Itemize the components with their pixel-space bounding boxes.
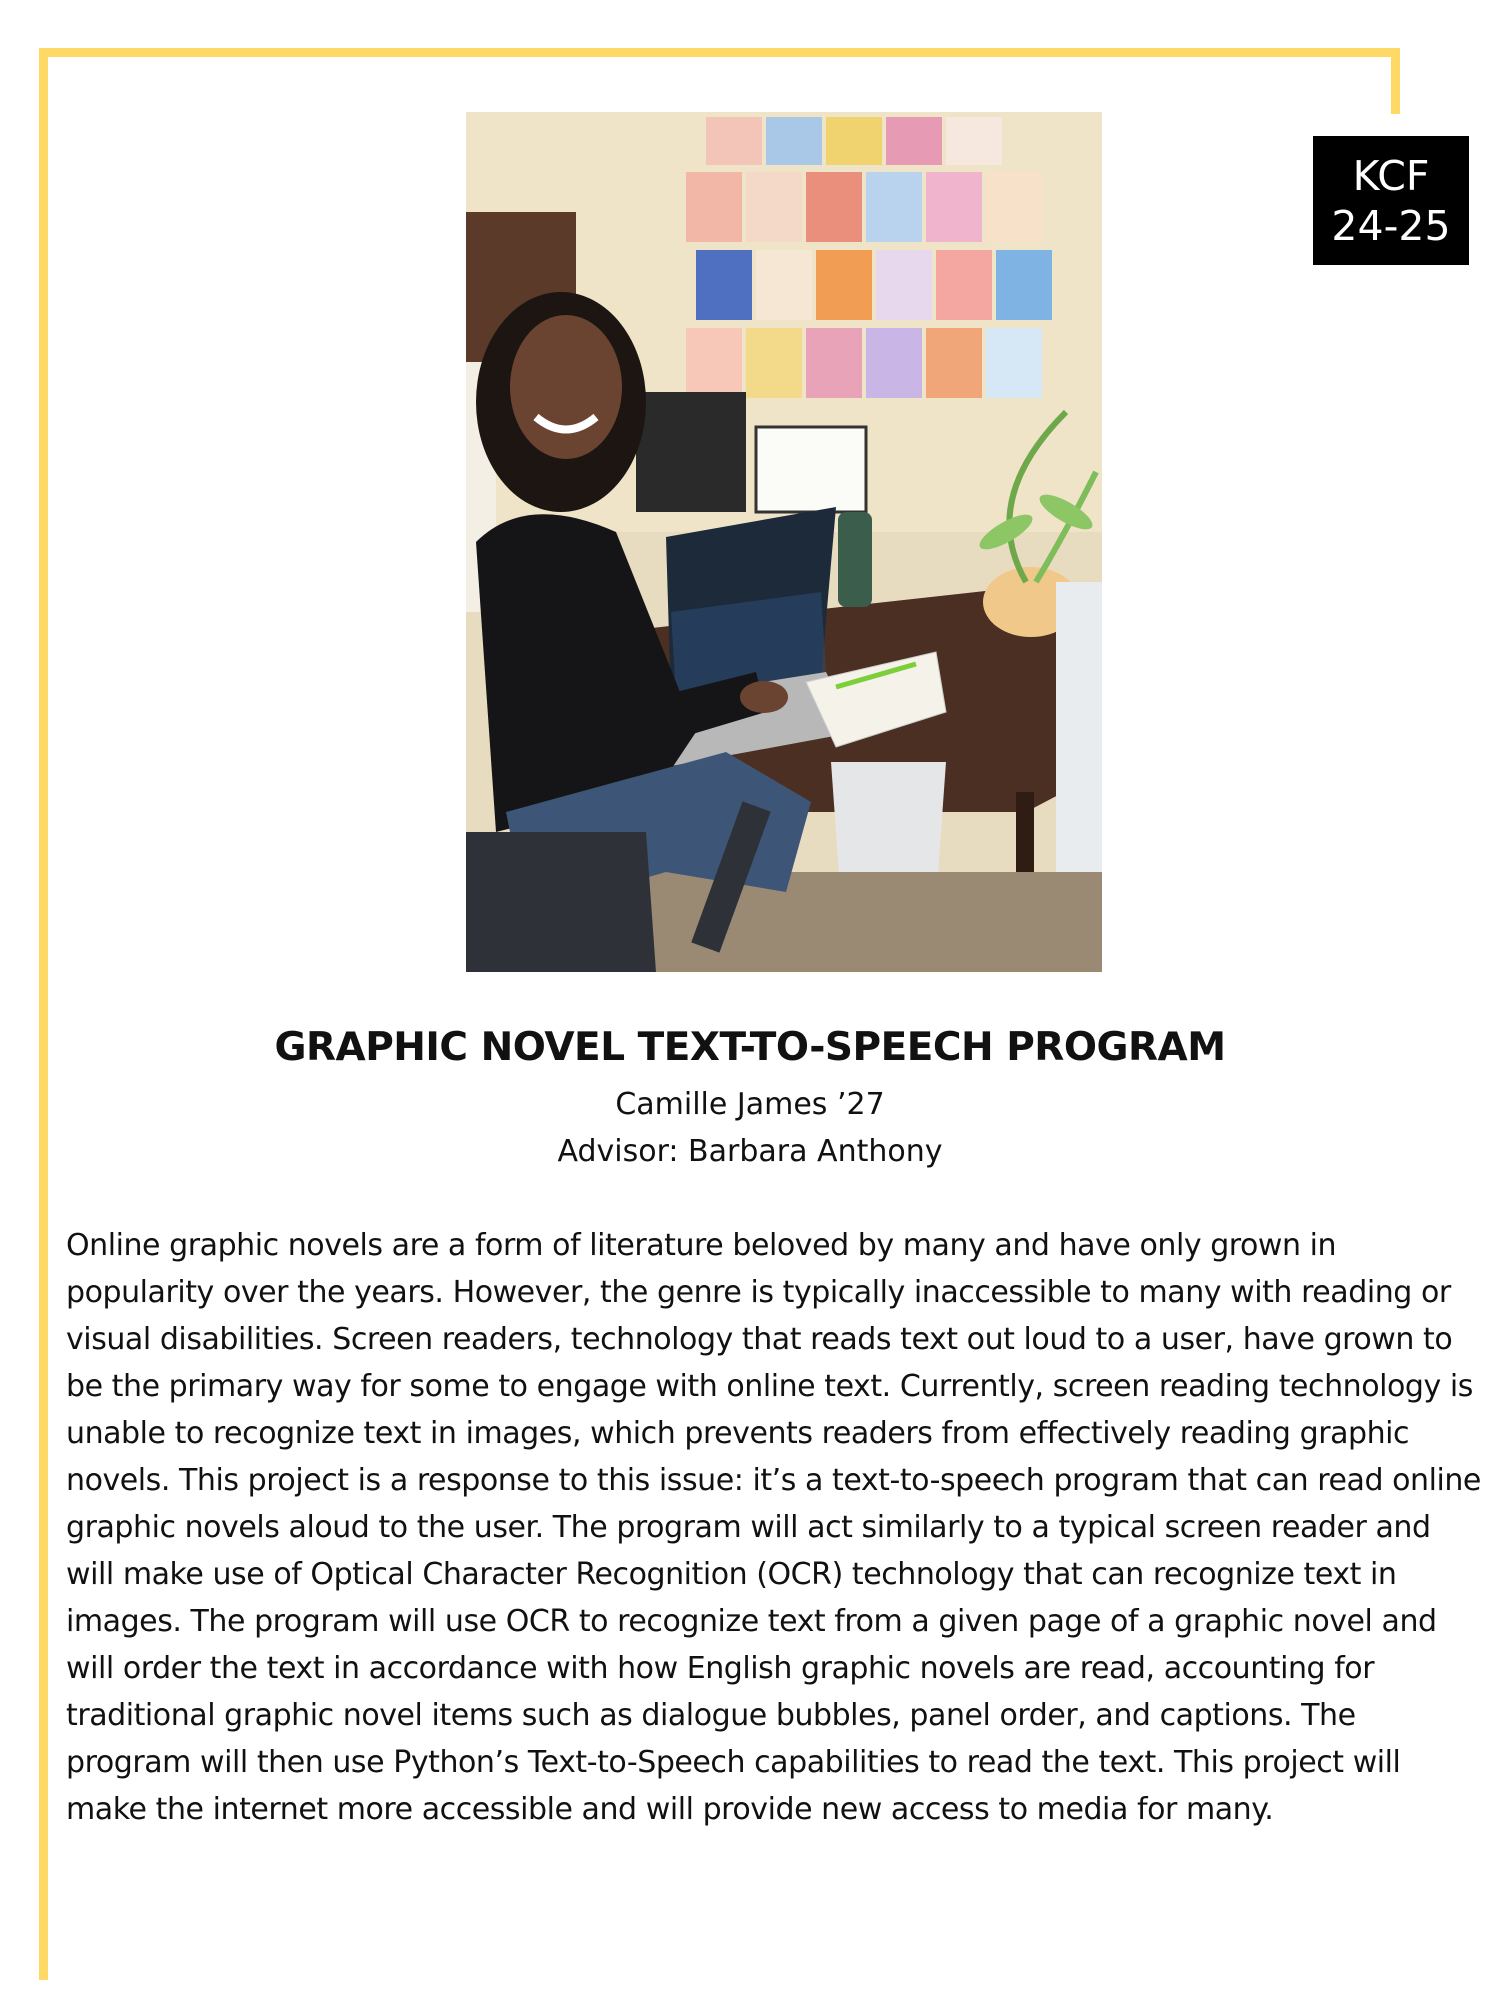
badge-line-2: 24-25 (1331, 201, 1451, 250)
abstract-paragraph: Online graphic novels are a form of literature beloved by many and have only grown in popularity over the years. However, the genre is typically inaccessible to many with reading or visual disabilities. Screen readers, technology that reads text out loud to a user, have grown to be the primary way for some to engage with online text. Currently, screen reading technology is unable to recognize text in images, which prevents readers from effectively reading graphic novels. This project is a response to this issue: it’s a text-to-speech program that can read online graphic novels aloud to the user. The program will act similarly to a typical screen reader and will make use of Optical Character Recognition (OCR) technology that can recognize text in images. The program will use OCR to recognize text from a given page of a graphic novel and will order the text in accordance with how English graphic novels are read, accounting for traditional graphic novel items such as dialogue bubbles, panel order, and captions. The program will then use Python’s Text-to-Speech capabilities to read the text. This project will make the internet more accessible and will provide new access to media for many. (66, 1228, 1481, 1827)
advisor-name: Advisor: Barbara Anthony (557, 1134, 943, 1169)
project-title: GRAPHIC NOVEL TEXT-TO-SPEECH PROGRAM (274, 1025, 1226, 1070)
frame-right-tick (1391, 48, 1400, 114)
frame-top-border (39, 48, 1400, 57)
author-name: Camille James ’27 (615, 1087, 885, 1122)
kcf-badge (1313, 136, 1469, 265)
frame-left-border (39, 48, 48, 1980)
badge-line-1: KCF (1352, 151, 1430, 200)
student-photo (466, 112, 1102, 972)
